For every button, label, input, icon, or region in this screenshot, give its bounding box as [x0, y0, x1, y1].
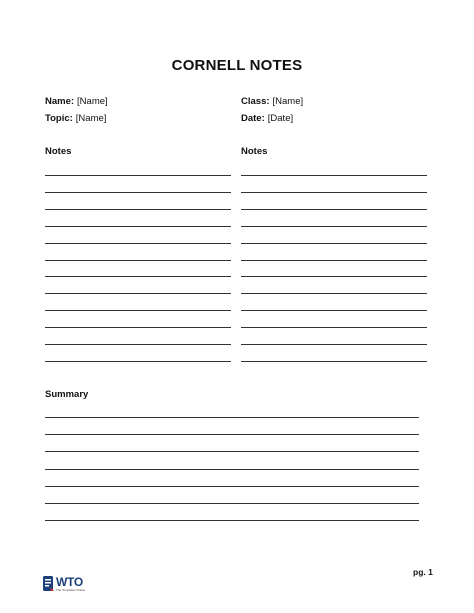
class-value: [Name] [272, 96, 304, 107]
ruled-line [241, 192, 427, 193]
logo-subtext: The Templates Online [56, 588, 86, 592]
ruled-line [241, 327, 427, 328]
ruled-line [45, 451, 419, 452]
ruled-line [45, 344, 231, 345]
date-label: Date: [241, 113, 265, 124]
ruled-line [45, 417, 419, 418]
right-notes-heading: Notes [241, 146, 268, 157]
name-label: Name: [45, 96, 75, 107]
ruled-line [45, 327, 231, 328]
ruled-line [45, 520, 419, 521]
name-field [45, 96, 108, 107]
ruled-line [241, 293, 427, 294]
class-field [241, 96, 303, 107]
ruled-line [45, 503, 419, 504]
topic-label: Topic: [45, 113, 73, 124]
ruled-line [45, 469, 419, 470]
logo-icon [42, 575, 55, 593]
ruled-line [241, 260, 427, 261]
ruled-line [241, 276, 427, 277]
page-title: CORNELL NOTES [171, 57, 303, 74]
ruled-line [45, 260, 231, 261]
logo-text: WTO [56, 575, 83, 589]
date-field [241, 113, 293, 124]
ruled-line [241, 361, 427, 362]
left-notes-heading: Notes [45, 146, 72, 157]
class-label: Class: [241, 96, 270, 107]
ruled-line [45, 243, 231, 244]
ruled-line [45, 276, 231, 277]
ruled-line [241, 175, 427, 176]
name-value: [Name] [77, 96, 108, 107]
page-number: pg. 1 [413, 567, 433, 577]
ruled-line [45, 434, 419, 435]
ruled-line [45, 361, 231, 362]
summary-heading: Summary [45, 389, 89, 400]
ruled-line [45, 310, 231, 311]
topic-field [45, 113, 106, 124]
ruled-line [241, 209, 427, 210]
ruled-line [241, 226, 427, 227]
ruled-line [45, 175, 231, 176]
wto-logo [42, 574, 90, 594]
ruled-line [45, 226, 231, 227]
topic-value: [Name] [75, 113, 107, 124]
ruled-line [241, 310, 427, 311]
date-value: [Date] [267, 113, 294, 124]
ruled-line [241, 243, 427, 244]
ruled-line [45, 192, 231, 193]
ruled-line [45, 209, 231, 210]
ruled-line [241, 344, 427, 345]
ruled-line [45, 293, 231, 294]
ruled-line [45, 486, 419, 487]
